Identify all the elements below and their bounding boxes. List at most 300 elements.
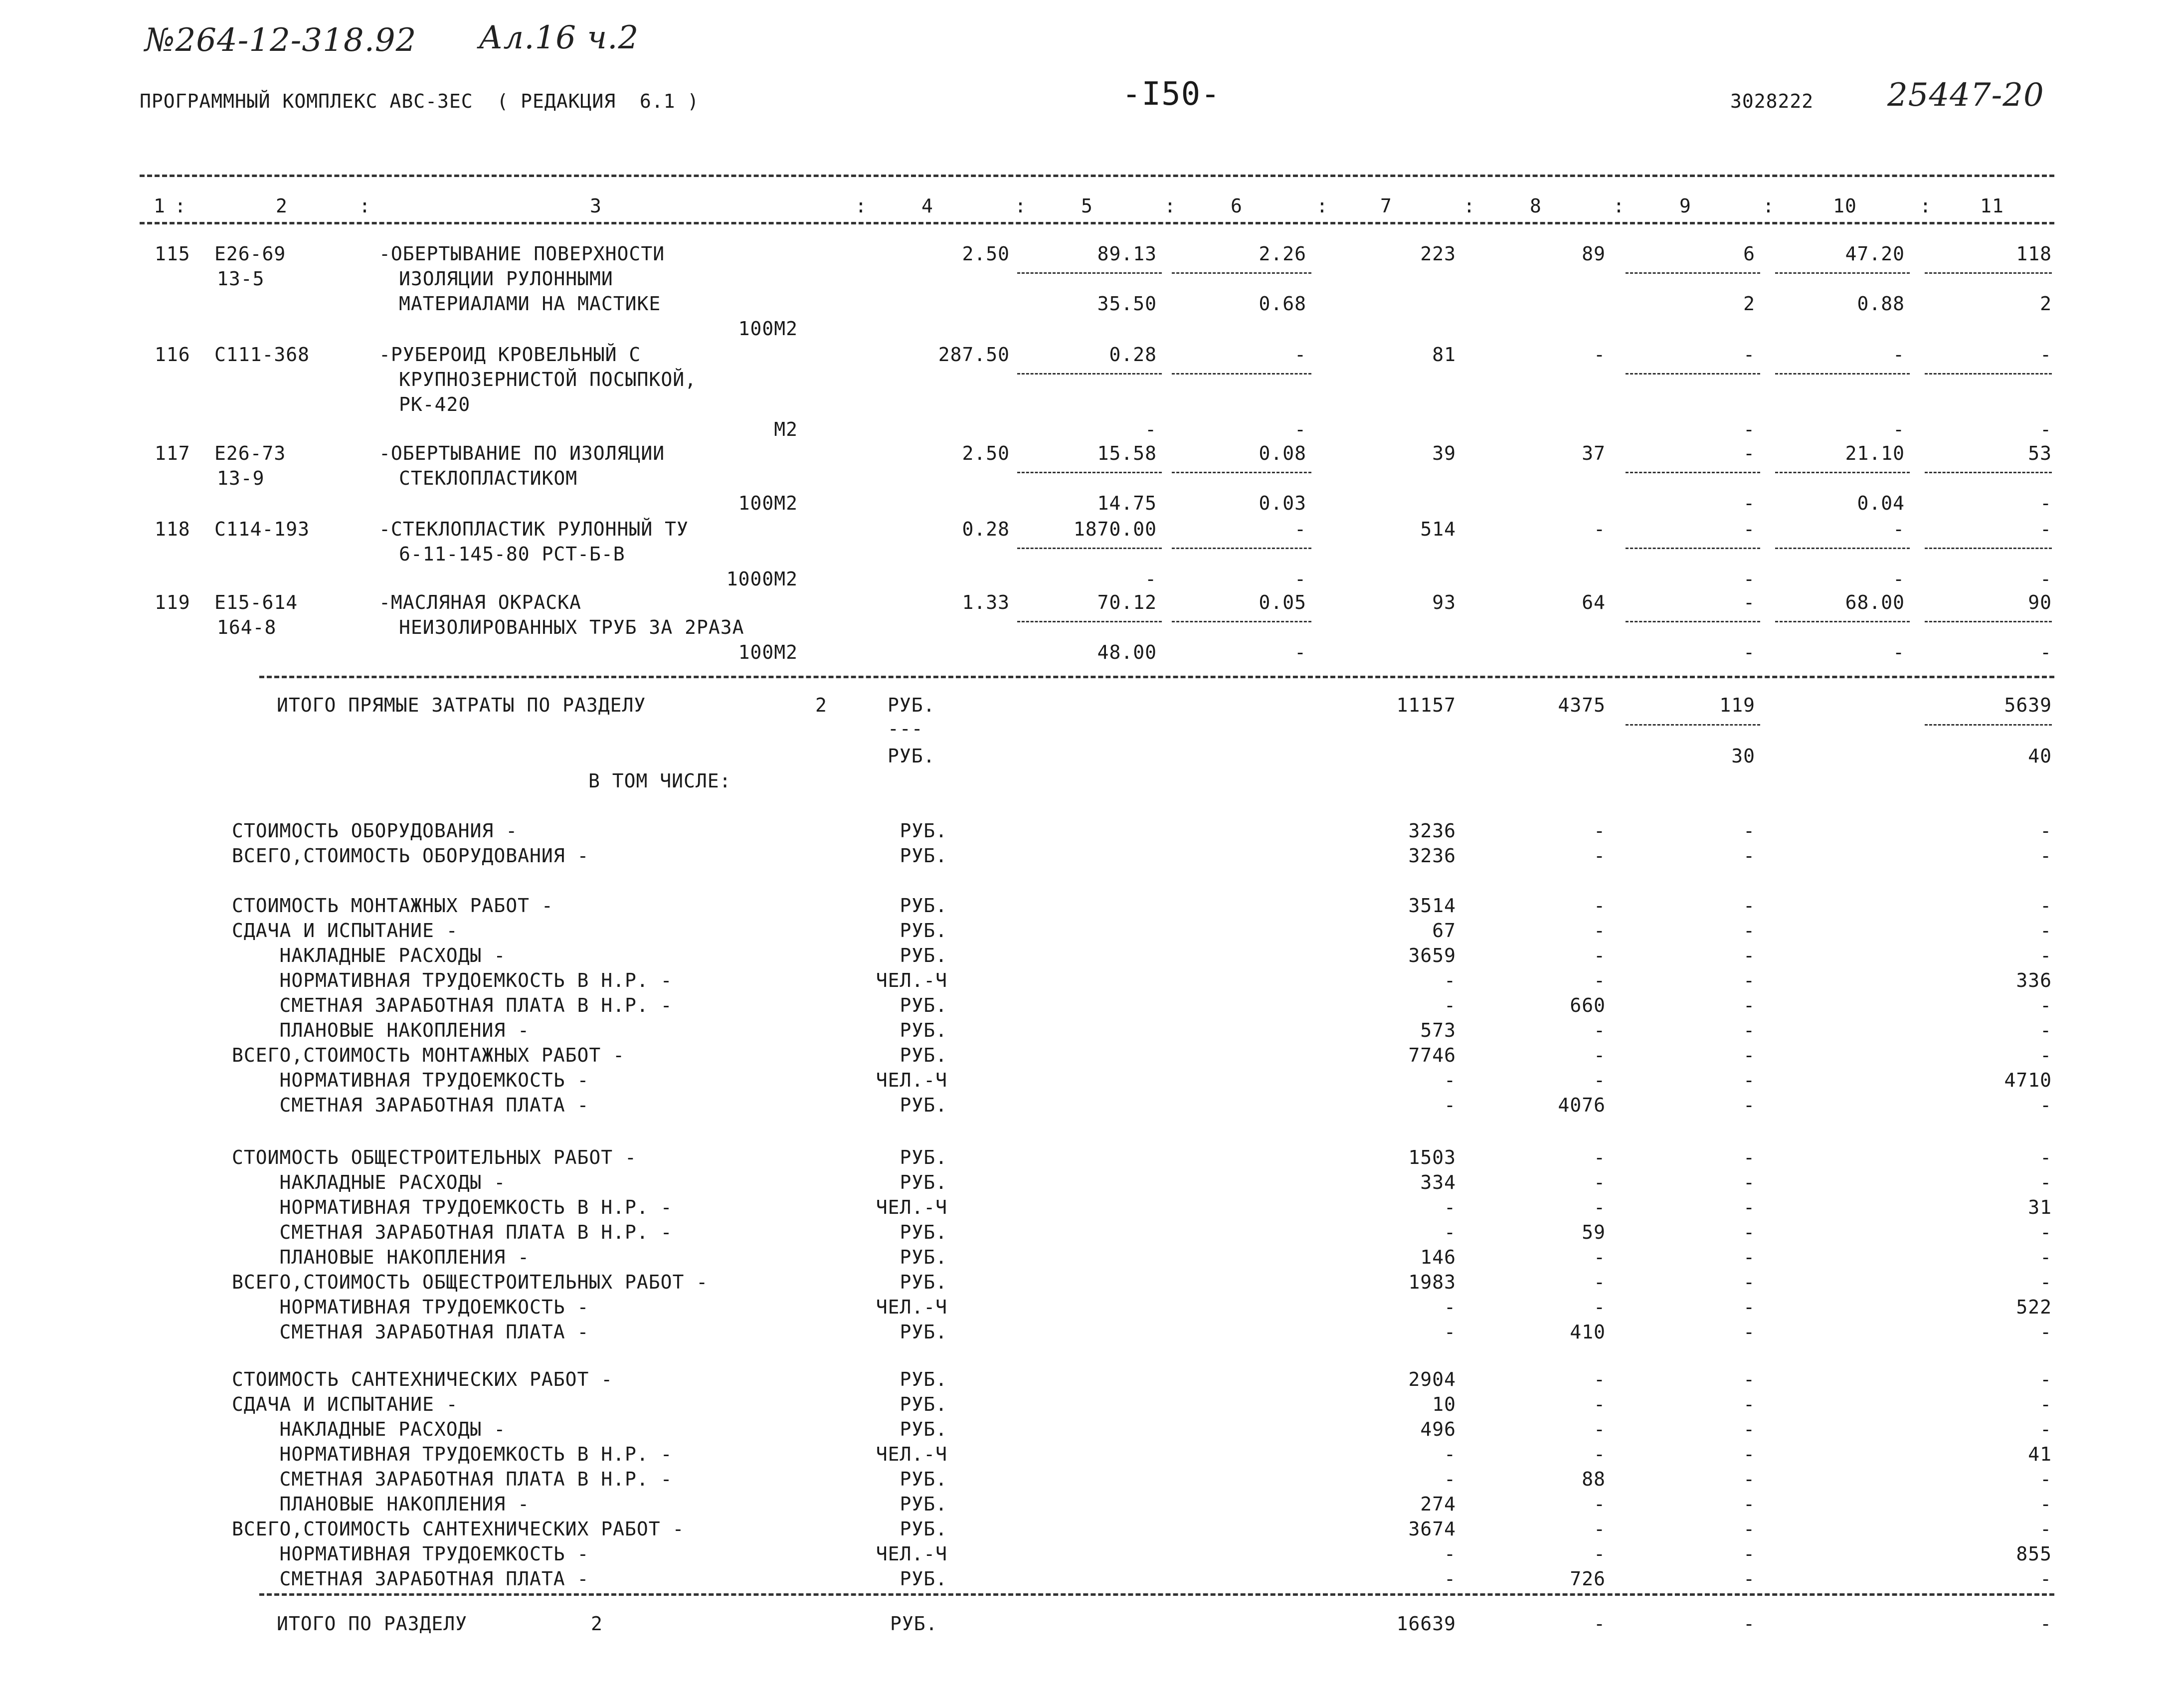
item-description: -ОБЕРТЫВАНИЕ ПО ИЗОЛЯЦИИ	[379, 442, 665, 464]
item-col9: -	[1743, 344, 1755, 366]
direct-total-section: 2	[815, 694, 827, 716]
final-total-col9: -	[1743, 1613, 1755, 1635]
item-col7: 93	[1432, 591, 1456, 613]
summary-col11: 31	[2028, 1196, 2052, 1218]
item-code: Е26-73	[214, 442, 286, 464]
summary-unit: РУБ.	[900, 1171, 947, 1193]
summary-col8: -	[1594, 945, 1606, 966]
summary-col8: -	[1594, 1271, 1606, 1293]
handwritten-ref-number: №264-12-318.92	[145, 22, 417, 59]
summary-col9: -	[1743, 1543, 1755, 1565]
item-col6-secondary: -	[1294, 418, 1306, 440]
summary-label: СМЕТНАЯ ЗАРАБОТНАЯ ПЛАТА В Н.Р. -	[232, 994, 673, 1016]
summary-col9: -	[1743, 1568, 1755, 1590]
summary-col7: 1983	[1408, 1271, 1456, 1293]
column-separator: :	[1613, 195, 1625, 217]
item-quantity: 2.50	[962, 243, 1010, 265]
summary-col11: -	[2040, 1368, 2052, 1390]
summary-col7: -	[1444, 1069, 1456, 1091]
item-unit: М2	[774, 418, 798, 440]
summary-unit: РУБ.	[900, 1468, 947, 1490]
column-header-9: 9	[1679, 195, 1691, 217]
summary-col8: -	[1594, 1418, 1606, 1440]
item-col6: 2.26	[1259, 243, 1306, 265]
summary-col9: -	[1743, 1196, 1755, 1218]
summary-unit: РУБ.	[900, 1368, 947, 1390]
summary-col7: -	[1444, 994, 1456, 1016]
item-description: РК-420	[399, 393, 471, 415]
summary-unit: РУБ.	[900, 820, 947, 842]
summary-col8: -	[1594, 1393, 1606, 1415]
summary-col8: -	[1594, 1296, 1606, 1318]
item-split-rule	[1775, 621, 1910, 622]
summary-col11: -	[2040, 1171, 2052, 1193]
item-col11: 118	[2016, 243, 2052, 265]
summary-col11: -	[2040, 920, 2052, 942]
summary-col7: -	[1444, 1443, 1456, 1465]
document-code: 3028222	[1730, 90, 1814, 112]
item-code: 13-5	[217, 268, 265, 290]
summary-col9: -	[1743, 1271, 1755, 1293]
item-description: МАТЕРИАЛАМИ НА МАСТИКЕ	[399, 293, 661, 315]
summary-label: НОРМАТИВНАЯ ТРУДОЕМКОСТЬ В Н.Р. -	[232, 1443, 673, 1465]
summary-col8: -	[1594, 820, 1606, 842]
summary-col11: 522	[2016, 1296, 2052, 1318]
summary-unit: РУБ.	[900, 1221, 947, 1243]
column-separator: :	[1015, 195, 1027, 217]
summary-col11: -	[2040, 1044, 2052, 1066]
item-col10-secondary: -	[1893, 641, 1905, 663]
direct-total-col7: 11157	[1396, 694, 1456, 716]
item-col6: -	[1294, 518, 1306, 540]
column-header-7: 7	[1380, 195, 1392, 217]
column-separator: :	[1164, 195, 1176, 217]
item-col6-secondary: -	[1294, 568, 1306, 590]
column-header-2: 2	[276, 195, 288, 217]
item-code: Е15-614	[214, 591, 298, 613]
direct-total-split-rule	[1925, 724, 2052, 726]
item-col6-secondary: 0.03	[1259, 492, 1306, 514]
summary-col11: 855	[2016, 1543, 2052, 1565]
item-col10-secondary: 0.88	[1857, 293, 1905, 315]
summary-col9: -	[1743, 1518, 1755, 1540]
summary-col8: -	[1594, 895, 1606, 917]
item-col11: 90	[2028, 591, 2052, 613]
item-code: С111-368	[214, 344, 310, 366]
direct-total-col8: 4375	[1558, 694, 1606, 716]
summary-col7: 3514	[1408, 895, 1456, 917]
item-unit-price-wage: 48.00	[1097, 641, 1157, 663]
summary-unit: РУБ.	[900, 1246, 947, 1268]
column-header-5: 5	[1081, 195, 1093, 217]
item-number: 116	[155, 344, 190, 366]
column-header-6: 6	[1231, 195, 1243, 217]
item-description: -РУБЕРОИД КРОВЕЛЬНЫЙ С	[379, 344, 641, 366]
summary-label: ВСЕГО,СТОИМОСТЬ ОБОРУДОВАНИЯ -	[232, 845, 589, 867]
summary-unit: ЧЕЛ.-Ч	[876, 1196, 947, 1218]
summary-unit: РУБ.	[900, 1044, 947, 1066]
summary-col7: 274	[1420, 1493, 1456, 1515]
column-separator: :	[175, 195, 186, 217]
item-split-rule	[1626, 621, 1760, 622]
item-split-rule	[1925, 373, 2052, 375]
direct-total-unit-separator: ---	[888, 718, 923, 740]
summary-col8: 726	[1570, 1568, 1606, 1590]
item-split-rule	[1775, 472, 1910, 473]
summary-col11: -	[2040, 1518, 2052, 1540]
summary-col11: -	[2040, 820, 2052, 842]
item-col6-secondary: -	[1294, 641, 1306, 663]
column-header-3: 3	[590, 195, 602, 217]
final-total-col8: -	[1594, 1613, 1606, 1635]
final-total-col7: 16639	[1396, 1613, 1456, 1635]
item-unit: 100М2	[738, 318, 798, 340]
summary-col8: -	[1594, 969, 1606, 991]
summary-unit: РУБ.	[900, 1094, 947, 1116]
summary-label: ПЛАНОВЫЕ НАКОПЛЕНИЯ -	[232, 1019, 530, 1041]
summary-unit: ЧЕЛ.-Ч	[876, 1069, 947, 1091]
item-description: КРУПНОЗЕРНИСТОЙ ПОСЫПКОЙ,	[399, 369, 697, 390]
summary-col8: -	[1594, 1146, 1606, 1168]
summary-col11: -	[2040, 1468, 2052, 1490]
item-col7: 39	[1432, 442, 1456, 464]
direct-total-col9: 119	[1719, 694, 1755, 716]
summary-col8: 4076	[1558, 1094, 1606, 1116]
item-unit-price: 70.12	[1097, 591, 1157, 613]
item-col11-secondary: -	[2040, 641, 2052, 663]
item-description: СТЕКЛОПЛАСТИКОМ	[399, 467, 578, 489]
final-total-unit: РУБ.	[890, 1613, 938, 1635]
summary-col9: -	[1743, 1094, 1755, 1116]
summary-col11: -	[2040, 1146, 2052, 1168]
item-col9: 6	[1743, 243, 1755, 265]
item-split-rule	[1017, 472, 1162, 473]
summary-label: СМЕТНАЯ ЗАРАБОТНАЯ ПЛАТА В Н.Р. -	[232, 1468, 673, 1490]
summary-col7: 3236	[1408, 845, 1456, 867]
item-col11: -	[2040, 344, 2052, 366]
direct-total-col11: 5639	[2004, 694, 2052, 716]
summary-label: НОРМАТИВНАЯ ТРУДОЕМКОСТЬ В Н.Р. -	[232, 1196, 673, 1218]
summary-col11: -	[2040, 845, 2052, 867]
summary-unit: ЧЕЛ.-Ч	[876, 969, 947, 991]
column-header-4: 4	[921, 195, 933, 217]
item-unit-price-wage: -	[1145, 418, 1157, 440]
direct-total-top-rule	[259, 676, 2054, 678]
summary-col8: -	[1594, 920, 1606, 942]
summary-col9: -	[1743, 994, 1755, 1016]
summary-col8: -	[1594, 1443, 1606, 1465]
summary-unit: РУБ.	[900, 1019, 947, 1041]
summary-unit: РУБ.	[900, 1146, 947, 1168]
summary-col8: -	[1594, 845, 1606, 867]
item-split-rule	[1775, 373, 1910, 375]
summary-col11: -	[2040, 1094, 2052, 1116]
summary-col11: -	[2040, 1321, 2052, 1343]
column-separator: :	[1316, 195, 1328, 217]
summary-col11: -	[2040, 1568, 2052, 1590]
item-col7: 514	[1420, 518, 1456, 540]
summary-label: СМЕТНАЯ ЗАРАБОТНАЯ ПЛАТА В Н.Р. -	[232, 1221, 673, 1243]
program-title: ПРОГРАММНЫЙ КОМПЛЕКС АВС-3ЕС ( РЕДАКЦИЯ 6.1 )	[140, 90, 700, 112]
summary-col9: -	[1743, 1321, 1755, 1343]
item-split-rule	[1017, 621, 1162, 622]
summary-col9: -	[1743, 1443, 1755, 1465]
summary-col7: -	[1444, 1321, 1456, 1343]
summary-col11: -	[2040, 895, 2052, 917]
item-unit-price-wage: 35.50	[1097, 293, 1157, 315]
item-split-rule	[1626, 472, 1760, 473]
summary-col7: 573	[1420, 1019, 1456, 1041]
item-quantity: 1.33	[962, 591, 1010, 613]
item-col6: 0.08	[1259, 442, 1306, 464]
summary-col7: 334	[1420, 1171, 1456, 1193]
summary-col11: -	[2040, 1418, 2052, 1440]
final-total-top-rule	[259, 1593, 2054, 1596]
summary-col11: -	[2040, 1019, 2052, 1041]
item-unit-price: 0.28	[1109, 344, 1157, 366]
item-split-rule	[1775, 272, 1910, 274]
summary-col9: -	[1743, 1418, 1755, 1440]
summary-col7: 146	[1420, 1246, 1456, 1268]
summary-col7: -	[1444, 1543, 1456, 1565]
item-split-rule	[1775, 548, 1910, 549]
summary-col9: -	[1743, 920, 1755, 942]
summary-unit: ЧЕЛ.-Ч	[876, 1543, 947, 1565]
item-description: -МАСЛЯНАЯ ОКРАСКА	[379, 591, 581, 613]
summary-label: ВСЕГО,СТОИМОСТЬ МОНТАЖНЫХ РАБОТ -	[232, 1044, 625, 1066]
item-col10: 47.20	[1845, 243, 1905, 265]
summary-unit: РУБ.	[900, 845, 947, 867]
direct-total-unit-secondary: РУБ.	[888, 745, 935, 767]
summary-col11: -	[2040, 1246, 2052, 1268]
item-col7: 223	[1420, 243, 1456, 265]
summary-col11: -	[2040, 1493, 2052, 1515]
item-unit: 100М2	[738, 492, 798, 514]
summary-label: СДАЧА И ИСПЫТАНИЕ -	[232, 920, 458, 942]
handwritten-sheet: 25447-20	[1887, 77, 2044, 114]
item-col6-secondary: 0.68	[1259, 293, 1306, 315]
summary-col9: -	[1743, 895, 1755, 917]
summary-unit: ЧЕЛ.-Ч	[876, 1443, 947, 1465]
summary-col8: -	[1594, 1044, 1606, 1066]
item-col10: -	[1893, 344, 1905, 366]
summary-col9: -	[1743, 1221, 1755, 1243]
handwritten-album: Ал.16 ч.2	[479, 19, 639, 56]
summary-col8: -	[1594, 1019, 1606, 1041]
summary-label: ВСЕГО,СТОИМОСТЬ САНТЕХНИЧЕСКИХ РАБОТ -	[232, 1518, 685, 1540]
summary-col8: -	[1594, 1246, 1606, 1268]
item-description: -ОБЕРТЫВАНИЕ ПОВЕРХНОСТИ	[379, 243, 665, 265]
item-split-rule	[1925, 272, 2052, 274]
item-unit-price: 89.13	[1097, 243, 1157, 265]
final-total-label: ИТОГО ПО РАЗДЕЛУ	[277, 1613, 468, 1635]
summary-label: СМЕТНАЯ ЗАРАБОТНАЯ ПЛАТА -	[232, 1568, 589, 1590]
summary-unit: РУБ.	[900, 1568, 947, 1590]
item-number: 115	[155, 243, 190, 265]
summary-unit: РУБ.	[900, 920, 947, 942]
including-heading: В ТОМ ЧИСЛЕ:	[588, 770, 731, 792]
column-header-8: 8	[1530, 195, 1542, 217]
summary-label: СДАЧА И ИСПЫТАНИЕ -	[232, 1393, 458, 1415]
final-total-col11: -	[2040, 1613, 2052, 1635]
summary-col9: -	[1743, 1468, 1755, 1490]
item-col9-secondary: -	[1743, 492, 1755, 514]
summary-col9: -	[1743, 969, 1755, 991]
item-split-rule	[1017, 373, 1162, 375]
item-number: 119	[155, 591, 190, 613]
summary-unit: РУБ.	[900, 994, 947, 1016]
summary-col11: 41	[2028, 1443, 2052, 1465]
summary-col9: -	[1743, 945, 1755, 966]
page-number: -I50-	[1122, 76, 1221, 113]
item-unit-price: 15.58	[1097, 442, 1157, 464]
item-quantity: 287.50	[938, 344, 1010, 366]
item-split-rule	[1172, 472, 1311, 473]
item-split-rule	[1626, 548, 1760, 549]
item-unit-price-wage: 14.75	[1097, 492, 1157, 514]
item-col10-secondary: -	[1893, 568, 1905, 590]
item-col9-secondary: 2	[1743, 293, 1755, 315]
item-col10: 21.10	[1845, 442, 1905, 464]
item-description: НЕИЗОЛИРОВАННЫХ ТРУБ ЗА 2РАЗА	[399, 616, 744, 638]
summary-col8: -	[1594, 1368, 1606, 1390]
summary-col8: 59	[1582, 1221, 1606, 1243]
summary-col9: -	[1743, 820, 1755, 842]
summary-col8: -	[1594, 1196, 1606, 1218]
summary-label: СМЕТНАЯ ЗАРАБОТНАЯ ПЛАТА -	[232, 1321, 589, 1343]
item-number: 118	[155, 518, 190, 540]
item-description: ИЗОЛЯЦИИ РУЛОННЫМИ	[399, 268, 613, 290]
item-col10: -	[1893, 518, 1905, 540]
column-separator: :	[1763, 195, 1775, 217]
summary-col7: 2904	[1408, 1368, 1456, 1390]
summary-unit: РУБ.	[900, 895, 947, 917]
summary-col11: -	[2040, 1221, 2052, 1243]
summary-col7: 10	[1432, 1393, 1456, 1415]
item-code: С114-193	[214, 518, 310, 540]
item-split-rule	[1925, 621, 2052, 622]
final-total-section: 2	[591, 1613, 603, 1635]
item-col6: 0.05	[1259, 591, 1306, 613]
item-col8: 64	[1582, 591, 1606, 613]
item-quantity: 0.28	[962, 518, 1010, 540]
summary-col8: -	[1594, 1069, 1606, 1091]
summary-col7: 1503	[1408, 1146, 1456, 1168]
summary-label: НАКЛАДНЫЕ РАСХОДЫ -	[232, 1171, 506, 1193]
summary-col7: -	[1444, 969, 1456, 991]
item-col9-secondary: -	[1743, 641, 1755, 663]
item-col7: 81	[1432, 344, 1456, 366]
summary-label: НАКЛАДНЫЕ РАСХОДЫ -	[232, 1418, 506, 1440]
item-col11: -	[2040, 518, 2052, 540]
summary-label: ВСЕГО,СТОИМОСТЬ ОБЩЕСТРОИТЕЛЬНЫХ РАБОТ -	[232, 1271, 709, 1293]
item-split-rule	[1626, 373, 1760, 375]
summary-col7: -	[1444, 1468, 1456, 1490]
summary-unit: РУБ.	[900, 1393, 947, 1415]
item-unit-price-wage: -	[1145, 568, 1157, 590]
item-col9: -	[1743, 442, 1755, 464]
item-col8: 89	[1582, 243, 1606, 265]
summary-col7: 3236	[1408, 820, 1456, 842]
column-header-1: 1	[154, 195, 166, 217]
item-col9: -	[1743, 518, 1755, 540]
direct-total-col11-secondary: 40	[2028, 745, 2052, 767]
summary-col9: -	[1743, 1493, 1755, 1515]
item-unit: 1000М2	[726, 568, 798, 590]
item-split-rule	[1172, 548, 1311, 549]
column-separator: :	[855, 195, 867, 217]
summary-col7: 67	[1432, 920, 1456, 942]
item-col9: -	[1743, 591, 1755, 613]
item-col10: 68.00	[1845, 591, 1905, 613]
summary-label: НАКЛАДНЫЕ РАСХОДЫ -	[232, 945, 506, 966]
summary-col8: 660	[1570, 994, 1606, 1016]
summary-col7: 496	[1420, 1418, 1456, 1440]
summary-col9: -	[1743, 1246, 1755, 1268]
summary-col8: 88	[1582, 1468, 1606, 1490]
item-split-rule	[1172, 373, 1311, 375]
summary-col7: 3674	[1408, 1518, 1456, 1540]
summary-unit: РУБ.	[900, 1418, 947, 1440]
summary-label: СТОИМОСТЬ САНТЕХНИЧЕСКИХ РАБОТ -	[232, 1368, 613, 1390]
item-number: 117	[155, 442, 190, 464]
summary-label: СТОИМОСТЬ МОНТАЖНЫХ РАБОТ -	[232, 895, 553, 917]
summary-col11: 336	[2016, 969, 2052, 991]
item-description: 6-11-145-80 РСТ-Б-В	[399, 543, 625, 565]
summary-label: СМЕТНАЯ ЗАРАБОТНАЯ ПЛАТА -	[232, 1094, 589, 1116]
column-header-rule	[140, 222, 2054, 224]
summary-col9: -	[1743, 1171, 1755, 1193]
summary-label: ПЛАНОВЫЕ НАКОПЛЕНИЯ -	[232, 1493, 530, 1515]
summary-col9: -	[1743, 845, 1755, 867]
summary-col11: -	[2040, 1271, 2052, 1293]
item-split-rule	[1626, 272, 1760, 274]
item-quantity: 2.50	[962, 442, 1010, 464]
summary-col8: -	[1594, 1493, 1606, 1515]
summary-label: НОРМАТИВНАЯ ТРУДОЕМКОСТЬ -	[232, 1296, 589, 1318]
summary-col8: 410	[1570, 1321, 1606, 1343]
item-col11: 53	[2028, 442, 2052, 464]
summary-col8: -	[1594, 1518, 1606, 1540]
summary-col8: -	[1594, 1171, 1606, 1193]
item-col8: -	[1594, 344, 1606, 366]
summary-col8: -	[1594, 1543, 1606, 1565]
summary-col9: -	[1743, 1146, 1755, 1168]
summary-col9: -	[1743, 1069, 1755, 1091]
summary-col7: -	[1444, 1094, 1456, 1116]
item-col10-secondary: 0.04	[1857, 492, 1905, 514]
item-split-rule	[1925, 548, 2052, 549]
item-col10-secondary: -	[1893, 418, 1905, 440]
item-code: Е26-69	[214, 243, 286, 265]
summary-col7: -	[1444, 1196, 1456, 1218]
summary-col7: 7746	[1408, 1044, 1456, 1066]
summary-col9: -	[1743, 1019, 1755, 1041]
item-col11-secondary: -	[2040, 492, 2052, 514]
column-header-10: 10	[1833, 195, 1857, 217]
item-col11-secondary: -	[2040, 418, 2052, 440]
summary-unit: РУБ.	[900, 945, 947, 966]
item-col8: 37	[1582, 442, 1606, 464]
summary-col11: -	[2040, 994, 2052, 1016]
summary-col11: -	[2040, 945, 2052, 966]
item-col9-secondary: -	[1743, 418, 1755, 440]
item-col6: -	[1294, 344, 1306, 366]
item-col8: -	[1594, 518, 1606, 540]
summary-unit: РУБ.	[900, 1271, 947, 1293]
summary-label: СТОИМОСТЬ ОБОРУДОВАНИЯ -	[232, 820, 518, 842]
summary-unit: РУБ.	[900, 1518, 947, 1540]
